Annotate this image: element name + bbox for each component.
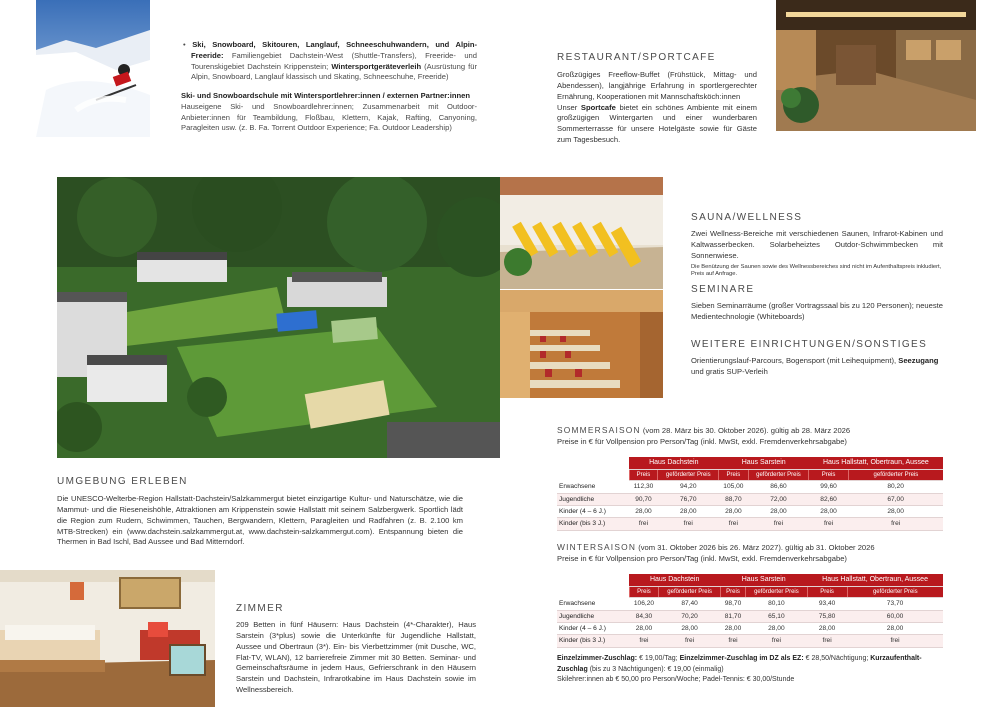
winter-title-rest: (vom 31. Oktober 2026 bis 26. März 2027). gültig ab 31. Oktober 2026 bbox=[638, 543, 875, 552]
sauna-title: SAUNA/WELLNESS bbox=[691, 212, 803, 223]
sommer-house-3: Haus Hallstatt, Obertraun, Aussee bbox=[809, 457, 943, 469]
sommer-subhead: geförderter Preis bbox=[748, 469, 809, 481]
table-row: Kinder (bis 3 J.) frei frei frei frei frei frei bbox=[557, 635, 943, 647]
table-row: Erwachsene 106,20 87,40 98,70 80,10 93,40 73,70 bbox=[557, 598, 943, 610]
winter-subhead: Preis bbox=[807, 586, 847, 598]
footer-line-3: Skilehrer:innen ab € 50,00 pro Person/Woche; Padel-Tennis: € 30,00/Stunde bbox=[557, 676, 795, 683]
restaurant-text-2b: Sportcafe bbox=[580, 102, 616, 112]
ski-school-title: Ski- und Snowboardschule mit Wintersportlehrer:innen / externen Partner:innen bbox=[181, 91, 470, 101]
table-row: Jugendliche 84,30 70,20 81,70 65,10 75,80 60,00 bbox=[557, 610, 943, 622]
winter-price-table bbox=[557, 574, 943, 648]
seminare-title: SEMINARE bbox=[691, 284, 755, 295]
sommer-subhead: geförderter Preis bbox=[658, 469, 719, 481]
bullet-icon: • bbox=[183, 40, 193, 49]
seminare-text: Sieben Seminarräume (großer Vortragssaal bis zu 120 Personen); neueste Medientechnologie (Whiteboards) bbox=[691, 301, 943, 321]
weitere-section bbox=[691, 338, 943, 378]
winter-title-caps: WINTERSAISON bbox=[557, 542, 637, 552]
umgebung-section bbox=[57, 475, 463, 548]
winter-section bbox=[557, 542, 947, 648]
winter-subhead: Preis bbox=[629, 586, 659, 598]
weitere-text-2: und gratis SUP-Verleih bbox=[691, 366, 768, 376]
seminare-section bbox=[691, 283, 943, 323]
table-row: Kinder (4 – 6 J.) 28,00 28,00 28,00 28,00 28,00 28,00 bbox=[557, 622, 943, 634]
kurz-label: Kurzaufenthalt-Zuschlag bbox=[557, 655, 922, 673]
sommer-title-rest: (vom 28. März bis 30. Oktober 2026). gültig ab 28. März 2026 bbox=[642, 426, 851, 435]
ski-bullet-text-1: Familiengebiet Dachstein-West (Shuttle-Transfers), Freeride- und Tourenskigebiet Dachstein Krippenstein; bbox=[191, 50, 477, 71]
zimmer-title: ZIMMER bbox=[236, 603, 284, 614]
kurz-value: (bis zu 3 Nächtigungen): € 19,00 (einmalig) bbox=[589, 665, 724, 673]
sauna-note: Die Benützung der Saunen sowie des Wellnessbereiches sind nicht im Aufenthaltspreis inkludiert, Preis auf Anfrage. bbox=[691, 263, 942, 278]
umgebung-text: Die UNESCO-Welterbe-Region Hallstatt-Dachstein/Salzkammergut bietet einzigartige Kultur- und Naturschätze, wie die Mammut- und die Rieseneishöhle, Attraktionen am Krippenstein sowie Hallstatt mit seinem Salzbergwerk. Sportlich lädt die Region zum Rudern, Schwimmen, Tauchen, Bergwandern, Klettern, Paragleiten und Radfahren (z. B. 2.100 km MTB-Strecken) ein (www.dachstein.salzkammergut.at, www.dachstein-salzkammergut.com). Entspannung bieten die Thermen in Bad Ischl, Bad Aussee und Bad Mitterndorf. bbox=[57, 494, 463, 547]
weitere-title: WEITERE EINRICHTUNGEN/SONSTIGES bbox=[691, 339, 928, 350]
zimmer-text: 209 Betten in fünf Häusern: Haus Dachstein (4*-Charakter), Haus Sarstein (3*plus) sowie die Unterkünfte für Jugendliche Hallstatt, Aussee und Obertraun (3*). Ein- bis Vierbettzimmer (mit Dusche, WC, Flat-TV, WLAN), 12 barrierefreie Zimmer mit 30 Betten. Seminar- und Gemeinschaftsräume in jedem Haus, Gefrierschrank in den Häusern Sarstein und Dachstein, Infrarotkabine im Haus Dachstein sowie im Wellnessbereich. bbox=[236, 620, 476, 694]
ski-section bbox=[181, 40, 477, 134]
restaurant-text-2a: Unser bbox=[557, 102, 578, 112]
relaxation-room-photo bbox=[500, 177, 663, 289]
ski-bullet-title: Ski, Snowboard, Skitouren, Langlauf, Schneeschuhwandern, und Alpin-Freeride: bbox=[191, 40, 477, 60]
seminar-room-photo bbox=[500, 290, 663, 398]
sommer-title-caps: SOMMERSAISON bbox=[557, 425, 641, 435]
restaurant-photo bbox=[776, 0, 976, 131]
dz-value: € 28,50/Nächtigung; bbox=[805, 655, 869, 662]
table-row: Erwachsene 112,30 94,20 105,00 86,60 99,60 80,20 bbox=[557, 481, 943, 493]
table-row: Jugendliche 90,70 76,70 88,70 72,00 82,60 67,00 bbox=[557, 493, 943, 505]
ez-value: € 19,00/Tag; bbox=[639, 655, 678, 662]
table-row: Kinder (4 – 6 J.) 28,00 28,00 28,00 28,00 28,00 28,00 bbox=[557, 505, 943, 517]
ski-school-text: Hauseigene Ski- und Snowboardlehrer:innen; Zusammenarbeit mit Outdoor-Anbieter:innen für Teambildung, Floßbau, Klettern, Kajak, Rafting, Canyoning, Paragleiten usw. (z. B. Fa. Torrent Outdoor Experience; Fa. Outdoor Leadership) bbox=[181, 101, 477, 133]
sauna-section bbox=[691, 211, 943, 279]
sommer-subhead: Preis bbox=[719, 469, 749, 481]
dz-label: Einzelzimmer-Zuschlag im DZ als EZ: bbox=[679, 655, 804, 662]
hotel-room-photo bbox=[0, 570, 215, 707]
restaurant-section bbox=[557, 51, 757, 146]
restaurant-title: RESTAURANT/SPORTCAFE bbox=[557, 52, 716, 63]
sommer-subtitle: Preise in € für Vollpension pro Person/Tag (inkl. MwSt, exkl. Fremdenverkehrsabgabe) bbox=[557, 436, 847, 446]
weitere-text-1: Orientierungslauf-Parcours, Bogensport (mit Leihequipment), bbox=[691, 356, 897, 366]
sommer-house-2: Haus Sarstein bbox=[719, 457, 809, 469]
ez-label: Einzelzimmer-Zuschlag: bbox=[557, 655, 638, 662]
weitere-text-bold: Seezugang bbox=[898, 356, 939, 366]
sommer-section bbox=[557, 425, 947, 531]
sauna-text: Zwei Wellness-Bereiche mit verschiedenen Saunen, Infrarot-Kabinen und Kaltwasserbecken. Solarbeheiztes Outdor-Schwimmbecken mit Sonnenwiese. bbox=[691, 229, 943, 260]
restaurant-text-2c: bietet ein schönes Ambiente mit einem großzügigen Wintergarten und einer wunderbaren Sommerterrasse für unsere Hotelgäste sowie für Gäste zum Tagesbesuch. bbox=[557, 102, 757, 144]
zimmer-section bbox=[236, 602, 476, 696]
skier-photo bbox=[36, 0, 150, 137]
umgebung-title: UMGEBUNG ERLEBEN bbox=[57, 476, 188, 487]
winter-house-1: Haus Dachstein bbox=[629, 574, 720, 586]
winter-house-2: Haus Sarstein bbox=[720, 574, 807, 586]
sommer-price-table bbox=[557, 457, 943, 531]
table-row: Kinder (bis 3 J.) frei frei frei frei frei frei bbox=[557, 518, 943, 530]
winter-house-3: Haus Hallstatt, Obertraun, Aussee bbox=[807, 574, 943, 586]
restaurant-text-1: Großzügiges Freeflow-Buffet (Frühstück, Mittag- und Abendessen), langjährige Erfahrung in sportlergerechter Ernährung, Kooperationen mit Mannschaftsköch:innen bbox=[557, 70, 757, 101]
ski-bullet-bold: Wintersportgeräteverleih bbox=[331, 61, 422, 71]
winter-subhead: Preis bbox=[720, 586, 745, 598]
winter-subhead: geförderter Preis bbox=[746, 586, 807, 598]
winter-subtitle: Preise in € für Vollpension pro Person/Tag (inkl. MwSt, exkl. Fremdenverkehrsabgabe) bbox=[557, 553, 847, 563]
sommer-subhead: geförderter Preis bbox=[848, 469, 943, 481]
aerial-resort-photo bbox=[57, 177, 500, 458]
winter-subhead: geförderter Preis bbox=[659, 586, 720, 598]
sommer-subhead: Preis bbox=[809, 469, 848, 481]
sommer-subhead: Preis bbox=[629, 469, 658, 481]
winter-subhead: geförderter Preis bbox=[847, 586, 943, 598]
sommer-house-1: Haus Dachstein bbox=[629, 457, 719, 469]
footer-notes bbox=[557, 654, 947, 686]
ski-bullet-text-2: (Ausrüstung für Alpin, Snowboard, Langlauf klassisch und Skating, Schneeschuhe, Freeride) bbox=[191, 61, 477, 82]
